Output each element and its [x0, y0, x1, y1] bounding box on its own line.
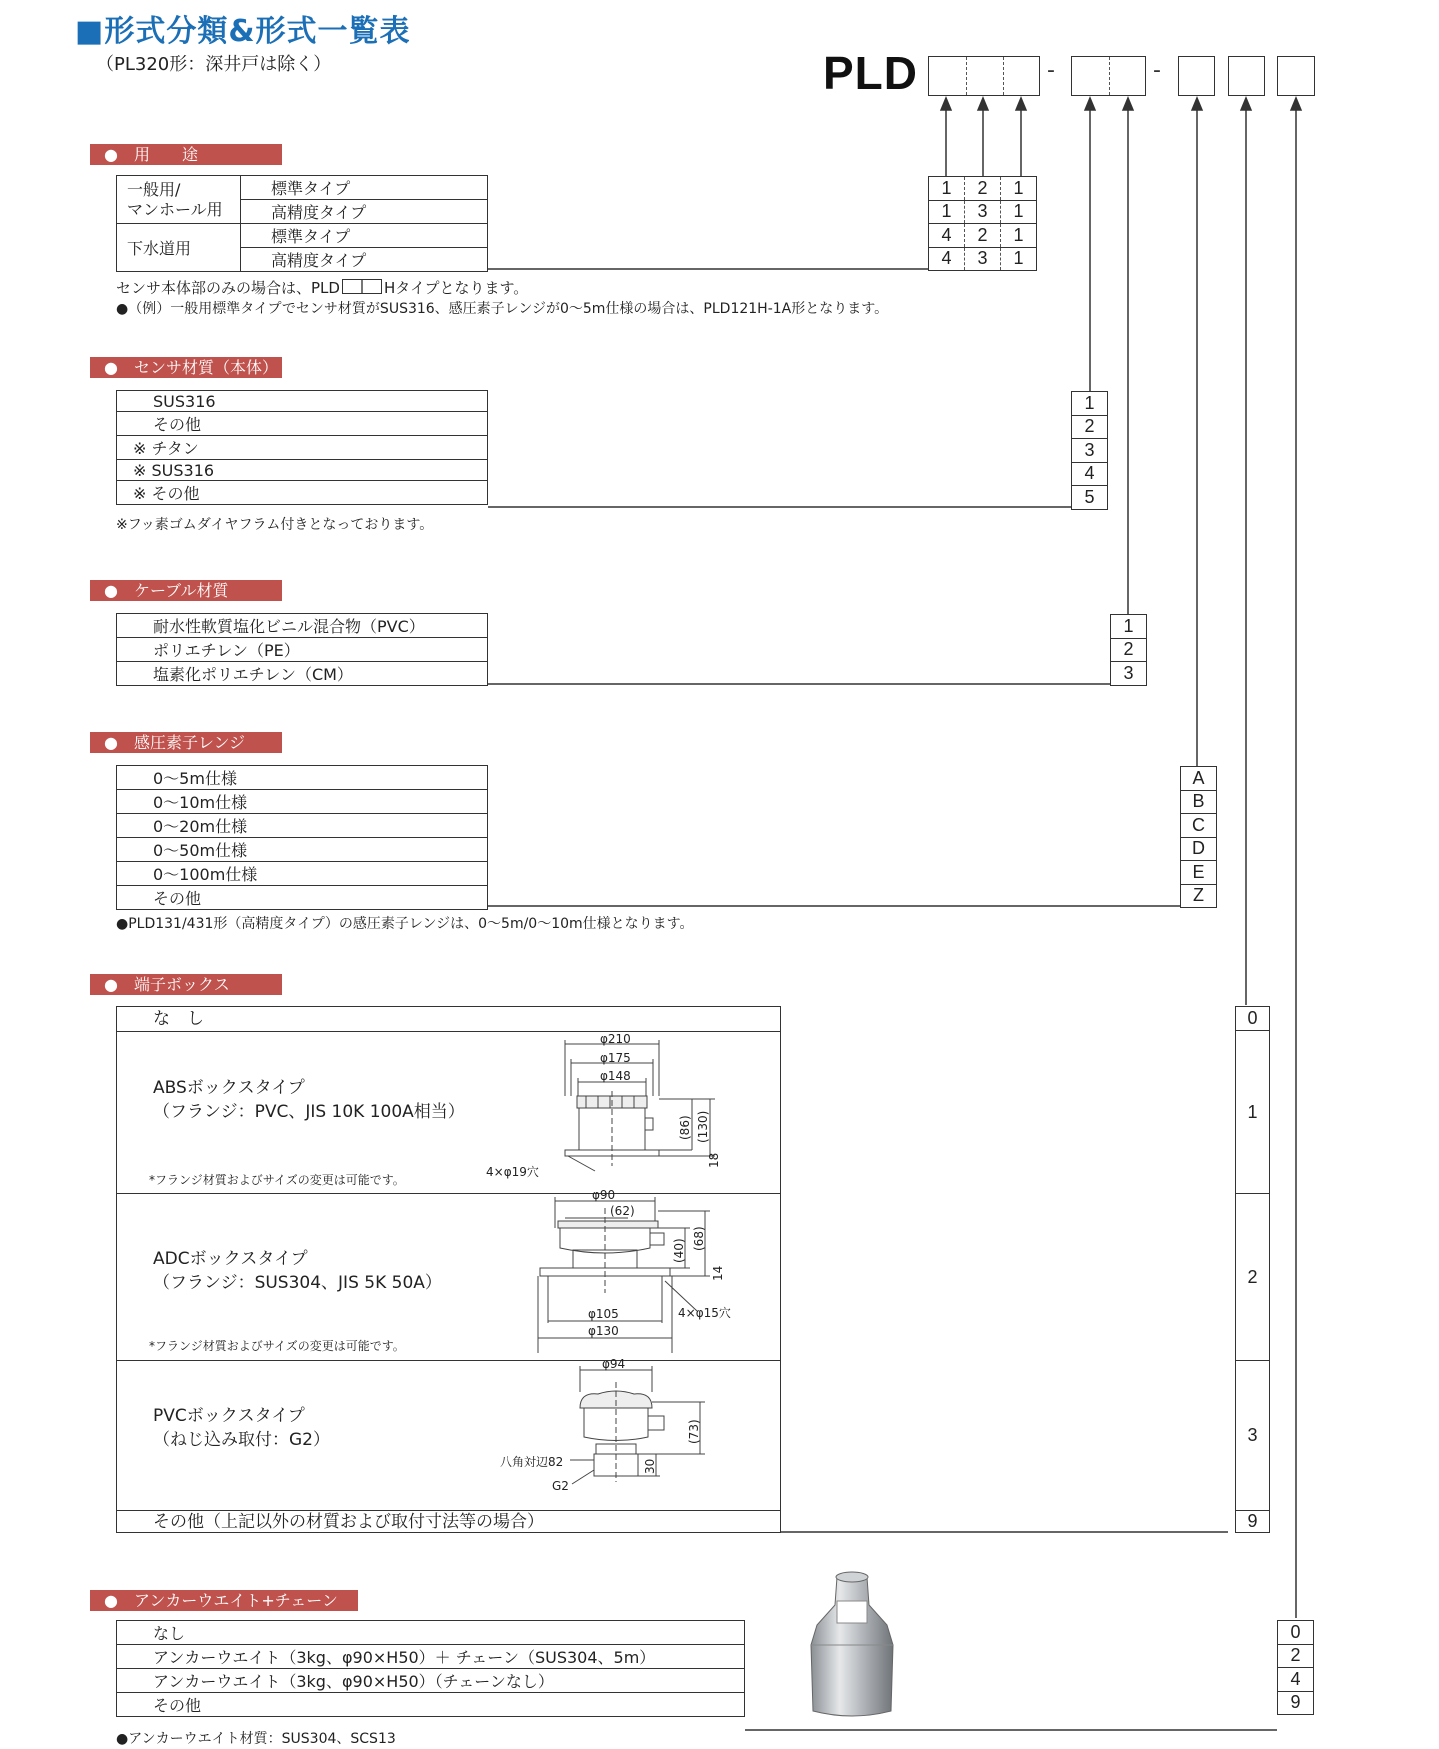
terminal-pvc-subtitle: （ねじ込み取付：G2） — [153, 1430, 330, 1450]
usage-row-high-precision: 高精度タイプ — [241, 200, 488, 224]
dim-label: φ148 — [600, 1069, 631, 1083]
code-cell: 2 — [1072, 415, 1108, 439]
option-row: 0〜10m仕様 — [117, 790, 488, 814]
terminal-abs-note: *フランジ材質およびサイズの変更は可能です。 — [149, 1173, 405, 1187]
code-box-material-cable — [1071, 56, 1146, 96]
dim-label: 4×φ15穴 — [678, 1306, 731, 1320]
dim-label: (73) — [687, 1419, 701, 1444]
anchor-codes — [1277, 1620, 1314, 1715]
dim-label: 18 — [707, 1152, 721, 1168]
anchor-weight-image — [797, 1565, 907, 1720]
option-row: その他 — [117, 412, 488, 436]
terminal-abs-subtitle: （フランジ：PVC、JIS 10K 100A相当） — [153, 1102, 465, 1122]
model-prefix: PLD — [823, 47, 918, 99]
dim-label: 八角対辺82 — [500, 1455, 564, 1469]
section-header-anchor: ● アンカーウエイト+チェーン — [90, 1590, 358, 1611]
dim-label: (40) — [672, 1238, 686, 1263]
dim-label: φ175 — [600, 1051, 631, 1065]
abs-box-drawing — [486, 1032, 740, 1186]
usage-table — [116, 175, 488, 272]
dim-label: φ210 — [600, 1032, 631, 1046]
code-cell: 3 — [1235, 1360, 1270, 1511]
option-row: ポリエチレン（PE） — [117, 638, 488, 662]
hyphen: - — [1153, 58, 1161, 83]
pvc-box-drawing — [500, 1357, 720, 1502]
code-cell: D — [1181, 837, 1217, 861]
terminal-none: な し — [153, 1009, 204, 1029]
usage-note-part1: センサ本体部のみの場合は、PLD — [116, 279, 340, 297]
code-cell: Z — [1181, 884, 1217, 908]
dim-label: (130) — [696, 1110, 710, 1143]
dim-label: (86) — [678, 1115, 692, 1140]
code-cell: 2 — [1278, 1644, 1314, 1668]
option-row: その他 — [117, 1693, 745, 1717]
code-cell: 1 — [929, 177, 965, 201]
terminal-adc-note: *フランジ材質およびサイズの変更は可能です。 — [149, 1339, 405, 1353]
small-code-box — [342, 279, 382, 294]
usage-row-high-precision: 高精度タイプ — [241, 248, 488, 272]
code-cell: 1 — [1001, 247, 1037, 271]
option-row: アンカーウエイト（3kg、φ90×H50）（チェーンなし） — [117, 1669, 745, 1693]
code-cell: 3 — [1111, 662, 1147, 686]
terminal-adc-title: ADCボックスタイプ — [153, 1249, 308, 1269]
code-cell: 3 — [965, 200, 1001, 224]
dim-label: G2 — [552, 1479, 569, 1493]
option-row: 塩素化ポリエチレン（CM） — [117, 662, 488, 686]
code-cell: 1 — [1235, 1030, 1270, 1194]
option-row: 0〜100m仕様 — [117, 862, 488, 886]
code-box-usage — [928, 56, 1040, 96]
option-row: 0〜5m仕様 — [117, 766, 488, 790]
code-cell: C — [1181, 814, 1217, 838]
section-header-usage: ● 用 途 — [90, 144, 282, 165]
terminal-abs-title: ABSボックスタイプ — [153, 1078, 305, 1098]
dim-label: φ94 — [602, 1357, 626, 1371]
cable-material-table — [116, 613, 488, 686]
code-cell: 1 — [929, 200, 965, 224]
adc-box-drawing — [540, 1188, 760, 1343]
terminal-adc-subtitle: （フランジ：SUS304、JIS 5K 50A） — [153, 1273, 442, 1293]
code-cell: 3 — [1072, 439, 1108, 463]
usage-note-sensor-only — [116, 277, 528, 298]
code-cell: 4 — [929, 224, 965, 248]
pressure-range-note: ●PLD131/431形（高精度タイプ）の感圧素子レンジは、0〜5m/0〜10m仕様となります。 — [116, 916, 694, 932]
dim-label: 30 — [643, 1458, 657, 1474]
code-cell: 9 — [1235, 1510, 1270, 1533]
section-header-pressure-range: ● 感圧素子レンジ — [90, 732, 282, 753]
dim-label: 4×φ19穴 — [486, 1165, 539, 1179]
pressure-range-table — [116, 765, 488, 910]
code-cell: 9 — [1278, 1691, 1314, 1715]
usage-group-general-line1: 一般用/ — [127, 179, 181, 199]
section-header-sensor-material: ● センサ材質（本体） — [90, 357, 282, 378]
code-cell: 1 — [1072, 392, 1108, 416]
code-cell: 0 — [1235, 1006, 1270, 1031]
code-cell: 4 — [1072, 462, 1108, 486]
code-box-terminal — [1228, 56, 1265, 96]
hyphen: - — [1047, 58, 1055, 83]
dim-label: (68) — [692, 1226, 706, 1251]
code-cell: 2 — [1235, 1193, 1270, 1361]
option-row: ※ チタン — [117, 436, 488, 460]
dim-label: φ105 — [588, 1307, 619, 1321]
section-header-terminal-box: ● 端子ボックス — [90, 974, 282, 995]
pressure-range-codes — [1180, 766, 1217, 908]
code-cell: 4 — [1278, 1668, 1314, 1692]
code-box-anchor — [1277, 56, 1315, 96]
usage-row-standard: 標準タイプ — [241, 224, 488, 248]
anchor-note: ●アンカーウエイト材質：SUS304、SCS13 — [116, 1731, 396, 1747]
option-row: ※ SUS316 — [117, 460, 488, 481]
option-row: なし — [117, 1621, 745, 1645]
code-cell: 1 — [1001, 224, 1037, 248]
code-cell: 0 — [1278, 1621, 1314, 1645]
usage-note-part2: Hタイプとなります。 — [383, 279, 529, 297]
code-cell: 2 — [965, 224, 1001, 248]
option-row: 0〜50m仕様 — [117, 838, 488, 862]
usage-group-sewer: 下水道用 — [117, 224, 241, 272]
anchor-table — [116, 1620, 745, 1717]
code-cell: 2 — [965, 177, 1001, 201]
option-row: アンカーウエイト（3kg、φ90×H50）＋ チェーン（SUS304、5m） — [117, 1645, 745, 1669]
option-row: ※ その他 — [117, 481, 488, 505]
code-cell: 1 — [1111, 615, 1147, 639]
usage-row-standard: 標準タイプ — [241, 176, 488, 200]
dim-label: φ130 — [588, 1324, 619, 1338]
option-row: SUS316 — [117, 391, 488, 412]
code-cell: 2 — [1111, 638, 1147, 662]
page-subtitle: （PL320形：深井戸は除く） — [96, 54, 332, 75]
code-box-range — [1178, 56, 1215, 96]
usage-codes — [928, 176, 1037, 271]
sensor-material-codes — [1071, 391, 1108, 510]
sensor-material-table — [116, 390, 488, 505]
terminal-pvc-title: PVCボックスタイプ — [153, 1406, 305, 1426]
code-cell: 3 — [965, 247, 1001, 271]
cable-material-codes — [1110, 614, 1147, 686]
code-cell: 4 — [929, 247, 965, 271]
usage-group-general — [117, 176, 241, 224]
code-cell: 1 — [1001, 177, 1037, 201]
sensor-material-note: ※フッ素ゴムダイヤフラム付きとなっております。 — [116, 517, 434, 533]
option-row: その他 — [117, 886, 488, 910]
code-cell: 1 — [1001, 200, 1037, 224]
page-title: ■形式分類&形式一覧表 — [75, 14, 411, 49]
usage-group-general-line2: マンホール用 — [127, 199, 223, 219]
code-cell: 5 — [1072, 486, 1108, 510]
section-header-cable-material: ● ケーブル材質 — [90, 580, 282, 601]
terminal-other: その他（上記以外の材質および取付寸法等の場合） — [153, 1512, 544, 1532]
code-cell: A — [1181, 767, 1217, 791]
usage-note-example: ●（例）一般用標準タイプでセンサ材質がSUS316、感圧素子レンジが0〜5m仕様の場合は、PLD121H-1A形となります。 — [116, 301, 889, 317]
option-row: 耐水性軟質塩化ビニル混合物（PVC） — [117, 614, 488, 638]
code-cell: E — [1181, 861, 1217, 885]
option-row: 0〜20m仕様 — [117, 814, 488, 838]
dim-label: 14 — [711, 1265, 725, 1281]
dim-label: (62) — [610, 1204, 635, 1218]
dim-label: φ90 — [592, 1188, 616, 1202]
code-cell: B — [1181, 790, 1217, 814]
